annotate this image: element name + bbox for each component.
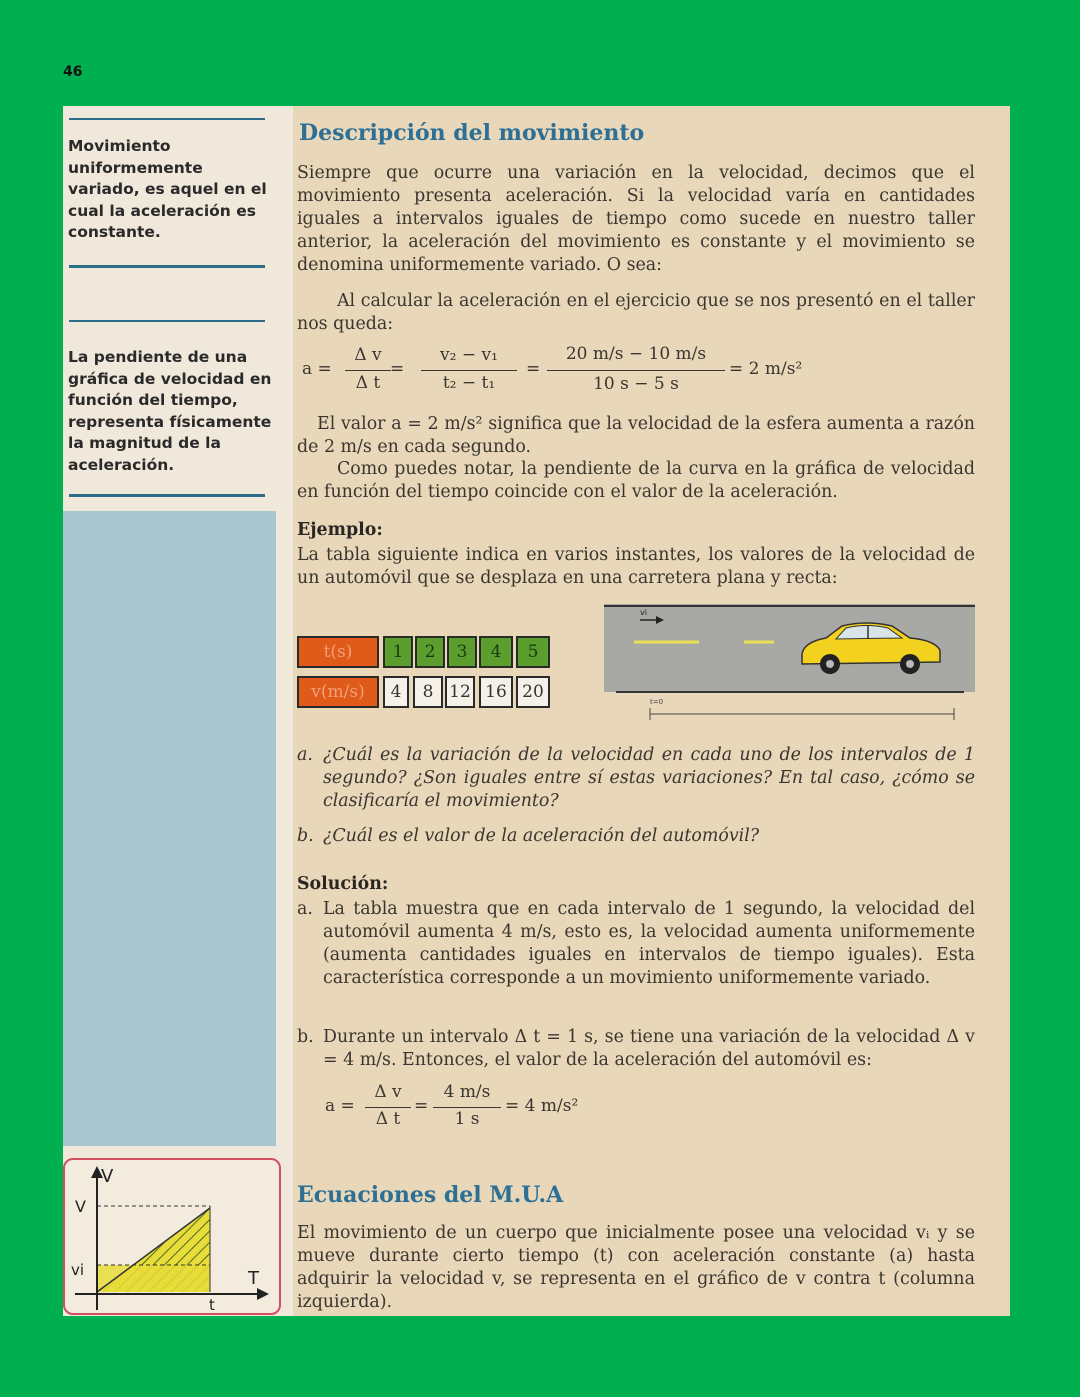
eq1-numerator: v₂ − v₁	[440, 345, 498, 365]
eq2-denominator: 1 s	[454, 1109, 480, 1129]
sidebar-rule	[69, 265, 265, 268]
paragraph-mua-equations: El movimiento de un cuerpo que inicialmente posee una velocidad vᵢ y se mueve durante cierto tiempo (t) con aceleración constante (a) hasta adquirir la velocidad v, se representa en el gráfico de v contra t (columna izquierda).	[297, 1223, 975, 1312]
paragraph-slope: Como puedes notar, la pendiente de la curva en la gráfica de velocidad en función del tiempo coincide con el valor de la aceleración.	[297, 459, 975, 502]
section-title-equations: Ecuaciones del M.U.A	[297, 1182, 564, 1208]
question-a-letter: a.	[297, 745, 313, 765]
graph-vi-label: vi	[71, 1261, 85, 1279]
table-header-time: t(s)	[297, 636, 379, 668]
car-road-illustration	[604, 604, 975, 724]
solution-b: Durante un intervalo Δ t = 1 s, se tiene una variación de la velocidad Δ v = 4 m/s. Entonces, el valor de la aceleración del automóvil es:	[323, 1027, 975, 1070]
car-road-svg	[604, 604, 975, 724]
eq2-fraction-line	[433, 1107, 501, 1108]
eq1-fraction-line	[345, 370, 391, 371]
t0-label: t=0	[650, 698, 664, 706]
eq1-numerator-values: 20 m/s − 10 m/s	[565, 344, 707, 364]
paragraph-acceleration-intro: Siempre que ocurre una variación en la velocidad, decimos que el movimiento presenta aceleración. Si la velocidad varía en cantidades iguales a intervalos iguales de tiempo como sucede en nuestro taller anterior, la aceleración del movimiento es constante y el movimiento se denomina uniformemente variado. O sea:	[297, 163, 975, 275]
graph-t-arrow-icon	[257, 1288, 269, 1300]
table-cell-velocity: 8	[413, 676, 443, 708]
eq1-equals: =	[526, 359, 541, 379]
velocity-time-graph	[63, 1158, 281, 1315]
sidebar-blue-panel	[63, 511, 276, 1146]
solution-label: Solución:	[297, 874, 389, 894]
sidebar-note-slope: La pendiente de una gráfica de velocidad en función del tiempo, representa físicamente la magnitud de la aceleración.	[68, 348, 272, 474]
sidebar-rule	[69, 320, 265, 322]
eq1-fraction-line	[421, 370, 517, 371]
section-title-description: Descripción del movimiento	[299, 120, 645, 146]
eq2-result: = 4 m/s²	[505, 1096, 579, 1116]
graph-t-axis-label: T	[248, 1268, 259, 1289]
sidebar-rule	[69, 118, 265, 120]
textbook-page	[63, 106, 1010, 1316]
table-cell-time: 2	[415, 636, 445, 668]
eq1-fraction-line	[547, 370, 725, 371]
velocity-vi-label: vi	[640, 608, 647, 617]
table-cell-velocity: 12	[445, 676, 475, 708]
page-number: 46	[63, 64, 83, 80]
paragraph-value-meaning: El valor a = 2 m/s² significa que la velocidad de la esfera aumenta a razón de 2 m/s en cada segundo.	[297, 414, 975, 457]
sidebar	[63, 106, 293, 1316]
table-cell-time: 1	[383, 636, 413, 668]
solution-a: La tabla muestra que en cada intervalo de 1 segundo, la velocidad del automóvil aumenta 4 m/s, esto es, la velocidad aumenta uniformemente (aumenta cantidades iguales en intervalos de tiempo iguales). Esta característica corresponde a un movimiento uniformemente variado.	[323, 899, 975, 988]
question-a: ¿Cuál es la variación de la velocidad en cada uno de los intervalos de 1 segundo? ¿Son iguales entre sí estas variaciones? En tal caso, ¿cómo se clasificaría el movimiento?	[323, 745, 975, 811]
paragraph-calculation-intro: Al calcular la aceleración en el ejercicio que se nos presentó en el taller nos queda:	[297, 291, 975, 334]
sidebar-rule	[69, 494, 265, 497]
graph-v-label: V	[75, 1197, 86, 1216]
graph-t-label: t	[209, 1296, 215, 1310]
eq1-result: = 2 m/s²	[729, 359, 803, 379]
table-header-velocity: v(m/s)	[297, 676, 379, 708]
table-cell-time: 3	[447, 636, 477, 668]
example-text: La tabla siguiente indica en varios instantes, los valores de la velocidad de un automóvil que se desplaza en una carretera plana y recta:	[297, 545, 975, 588]
question-b-letter: b.	[297, 826, 314, 846]
eq2-dv: Δ v	[374, 1082, 402, 1102]
eq1-a: a =	[302, 359, 332, 379]
graph-v-axis-label: V	[101, 1166, 114, 1187]
table-cell-time: 5	[516, 636, 550, 668]
table-cell-time: 4	[479, 636, 513, 668]
eq1-dv: Δ v	[354, 345, 382, 365]
table-cell-velocity: 20	[516, 676, 550, 708]
eq2-fraction-line	[365, 1107, 411, 1108]
velocity-time-graph-svg	[65, 1160, 275, 1310]
eq2-equals: =	[414, 1096, 429, 1116]
table-cell-velocity: 16	[479, 676, 513, 708]
eq2-dt: Δ t	[375, 1109, 401, 1129]
table-cell-velocity: 4	[383, 676, 409, 708]
question-b: ¿Cuál es el valor de la aceleración del automóvil?	[323, 826, 760, 846]
eq1-denominator-values: 10 s − 5 s	[593, 374, 679, 394]
eq1-equals: =	[390, 359, 405, 379]
sidebar-note-definition: Movimiento uniformemente variado, es aquel en el cual la aceleración es constante.	[68, 137, 267, 241]
solution-a-letter: a.	[297, 899, 313, 919]
example-label: Ejemplo:	[297, 520, 383, 540]
solution-b-letter: b.	[297, 1027, 314, 1047]
eq1-denominator: t₂ − t₁	[442, 373, 496, 393]
eq1-dt: Δ t	[355, 373, 381, 393]
eq2-numerator: 4 m/s	[443, 1082, 491, 1102]
eq2-a: a =	[325, 1096, 355, 1116]
